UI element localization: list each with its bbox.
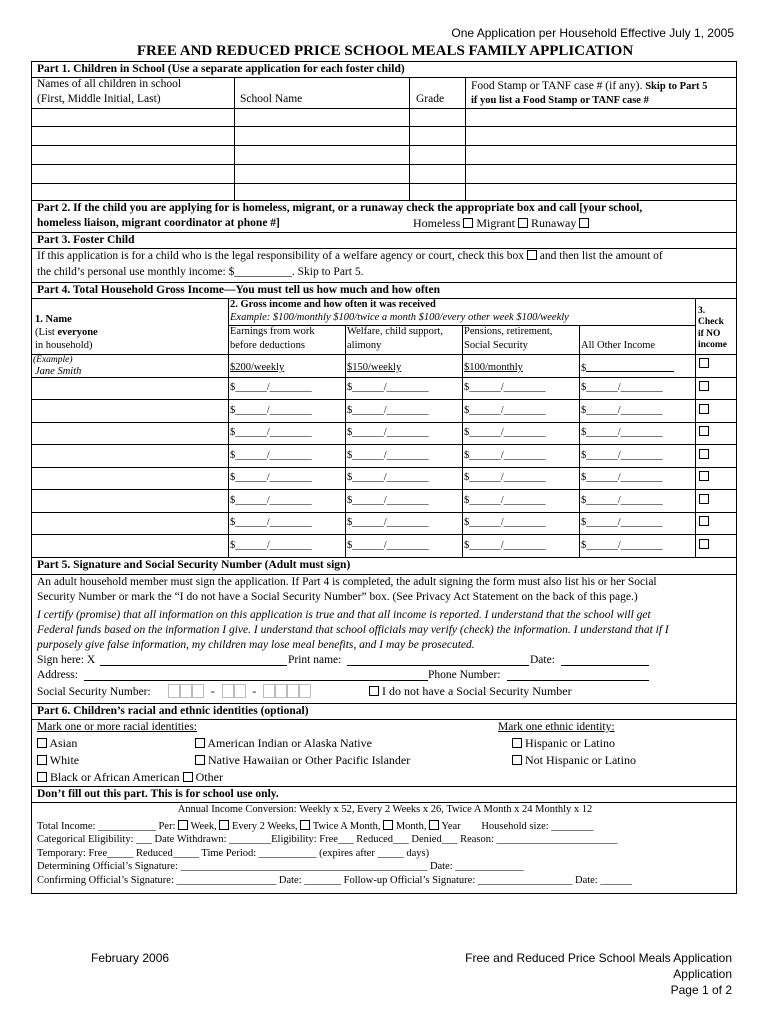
print-name-label: Print name: [288,654,342,666]
per-year-checkbox [429,820,439,830]
no-income-checkbox-3[interactable] [699,426,709,436]
welfare-input-8[interactable]: $______/________ [347,540,429,551]
no-income-checkbox-1[interactable] [699,381,709,391]
part1-col-case-line2: if you list a Food Stamp or TANF case # [471,95,649,106]
address-field[interactable] [84,680,428,681]
part4-col1-line3: in household) [35,340,93,351]
per-twice-month-checkbox [300,820,310,830]
temporary-line: Temporary: Free_____ Reduced_____ Time Period: ___________ (expires after _____ days) [37,848,430,859]
no-income-checkbox-5[interactable] [699,471,709,481]
child-name-input-2[interactable] [32,127,233,144]
effective-date-note: One Application per Household Effective July 1, 2005 [451,26,734,40]
part1-col-names-line2: (First, Middle Initial, Last) [37,93,161,105]
sign-here-label: Sign here: X [37,654,96,666]
ssn-dash-1: - [210,684,215,698]
earnings-input-5[interactable]: $______/________ [230,472,312,483]
asian-checkbox[interactable] [37,738,47,748]
part4-col1-everyone: everyone [57,327,98,338]
col3-line1: 3. [698,306,706,316]
hispanic-checkbox[interactable] [512,738,522,748]
example-other-dollar: $ [581,363,587,374]
other-income-input-1[interactable]: $______/________ [581,382,663,393]
no-income-checkbox-7[interactable] [699,516,709,526]
race-white-option [37,754,79,768]
phone-label: Phone Number: [428,669,501,681]
total-income-line [37,820,593,833]
col-pensions-2: Social Security [464,340,528,351]
household-size-label: Household size: ________ [481,821,594,832]
categorical-eligibility-line: Categorical Eligibility: ___ Date Withdrawn: ________Eligibility: Free___ Reduced___ Denied___ Reason: _______________________ [37,834,618,845]
part4-example-line: Example: $100/monthly $100/twice a month $100/every other week $100/weekly [230,312,569,323]
determining-official-line: Determining Official’s Signature: _______________________________________________ Date: _____________ [37,861,524,872]
no-ssn-option [369,685,572,699]
pension-input-2[interactable]: $______/________ [464,405,546,416]
part1-col-school: School Name [240,93,303,105]
runaway-label: Runaway [531,216,577,230]
hawaiian-label: Native Hawaiian or Other Pacific Islander [208,753,411,767]
certify-line1: I certify (promise) that all information on this application is true and that all income is reported. I understand that the school will get [37,609,651,621]
part5-para-line1: An adult household member must sign the application. If Part 4 is completed, the adult signing the form must also list his or her Social [37,576,657,588]
earnings-input-7[interactable]: $______/________ [230,517,312,528]
signature-field[interactable] [100,665,287,666]
foster-child-checkbox[interactable] [527,250,537,260]
part2-line1: Part 2. If the child you are applying for is homeless, migrant, or a runaway check the appropriate box and call [your school, [37,202,643,214]
ethnic-hispanic-option [512,737,615,751]
migrant-checkbox[interactable] [518,218,528,228]
household-name-input-4[interactable] [32,445,227,466]
date-field[interactable] [561,665,649,666]
child-name-input-1[interactable] [32,109,233,125]
earnings-input-2[interactable]: $______/________ [230,405,312,416]
racial-identities-label: Mark one or more racial identities: [37,721,197,733]
runaway-checkbox[interactable] [579,218,589,228]
welfare-input-1[interactable]: $______/________ [347,382,429,393]
welfare-input-2[interactable]: $______/________ [347,405,429,416]
part1-col-case-text: Food Stamp or TANF case # (if any). [471,80,643,92]
date-label: Date: [530,654,555,666]
col-pensions-1: Pensions, retirement, [464,326,553,337]
part4-col1-list: (List [35,327,58,338]
part4-col1-title: 1. Name [35,314,72,325]
household-name-input-6[interactable] [32,490,227,511]
part1-col-case-line1 [471,80,707,93]
household-name-input-8[interactable] [32,535,227,556]
page-title: FREE AND REDUCED PRICE SCHOOL MEALS FAMILY APPLICATION [136,43,634,59]
asian-label: Asian [49,736,78,750]
confirming-official-line: Confirming Official’s Signature: ___________________ Date: _______ Follow-up Official’s Signature: __________________ Date: ______ [37,875,632,886]
household-name-input-2[interactable] [32,400,227,421]
col3-line4: income [698,340,728,351]
part1-col-names-line1: Names of all children in school [37,78,182,90]
welfare-input-4[interactable]: $______/________ [347,450,429,461]
part5-heading: Part 5. Signature and Social Security Number (Adult must sign) [37,559,351,571]
part1-col-case-skip: Skip to Part 5 [645,81,708,92]
example-other [581,362,674,375]
part1-col-grade: Grade [416,93,445,105]
other-income-input-6[interactable]: $______/________ [581,495,663,506]
white-label: White [49,753,80,767]
black-label: Black or African American [50,770,180,784]
no-income-checkbox-4[interactable] [699,449,709,459]
pension-input-6[interactable]: $______/________ [464,495,546,506]
part3-heading: Part 3. Foster Child [37,234,135,246]
american-indian-label: American Indian or Alaska Native [207,736,372,750]
example-no-income-checkbox [699,358,709,368]
american-indian-checkbox[interactable] [195,738,205,748]
race-black-option [37,771,223,785]
earnings-input-4[interactable]: $______/________ [230,450,312,461]
household-name-input-5[interactable] [32,468,227,488]
other-income-input-3[interactable]: $______/________ [581,427,663,438]
race-american-indian-option [195,737,372,751]
ssn-field[interactable] [168,684,311,699]
race-asian-option [37,737,77,751]
part4-col1-line2 [35,327,98,339]
part4-col2-title: 2. Gross income and how often it was received [230,299,436,310]
pension-input-4[interactable]: $______/________ [464,450,546,461]
no-ssn-checkbox[interactable] [369,686,379,696]
address-label: Address: [37,669,78,681]
earnings-input-1[interactable]: $______/________ [230,382,312,393]
part6-heading: Part 6. Children’s racial and ethnic identities (optional) [37,705,309,717]
per-month-checkbox [383,820,393,830]
pension-input-3[interactable]: $______/________ [464,427,546,438]
welfare-input-7[interactable]: $______/________ [347,517,429,528]
footer-right-block [465,952,732,997]
household-name-input-1[interactable] [32,378,227,398]
total-income-label: Total Income: ___________ Per: [37,821,176,832]
homeless-label: Homeless [413,216,461,230]
example-welfare: $150/weekly [347,362,402,373]
footer-page-number: Page 1 of 2 [670,982,732,997]
household-name-input-3[interactable] [32,423,227,443]
other-income-input-7[interactable]: $______/________ [581,517,663,528]
pension-input-5[interactable]: $______/________ [464,472,546,483]
race-hawaiian-option [195,754,410,768]
part4-heading: Part 4. Total Household Gross Income—You must tell us how much and how often [37,284,440,296]
white-checkbox[interactable] [37,755,47,765]
ssn-label: Social Security Number: [37,686,151,698]
part4-col3-header [698,306,727,352]
part3-text: If this application is for a child who is the legal responsibility of a welfare agency or court, check this box [37,250,525,262]
pension-input-7[interactable]: $______/________ [464,517,546,528]
ethnic-not-hispanic-option [512,754,636,768]
no-income-checkbox-6[interactable] [699,494,709,504]
school-use-heading: Don’t fill out this part. This is for school use only. [37,788,279,800]
per-month-label: Month, [395,821,427,832]
per-every-2-weeks-label: Every 2 Weeks, [231,821,298,832]
no-income-checkbox-2[interactable] [699,404,709,414]
print-name-field[interactable] [347,665,529,666]
per-twice-month-label: Twice A Month, [312,821,381,832]
col-earnings-2: before deductions [230,340,305,351]
black-checkbox[interactable] [37,772,47,782]
welfare-input-6[interactable]: $______/________ [347,495,429,506]
child-name-input-3[interactable] [32,146,233,163]
other-income-input-4[interactable]: $______/________ [581,450,663,461]
example-pension: $100/monthly [464,362,523,373]
part3-line1 [37,250,663,263]
col-welfare-1: Welfare, child support, [347,326,443,337]
other-income-input-2[interactable]: $______/________ [581,405,663,416]
certify-line3: purposely give false information, my children may lose meal benefits, and I may be prosecuted. [37,639,475,651]
phone-field[interactable] [507,680,649,681]
income-conversion-note: Annual Income Conversion: Weekly x 52, Every 2 Weeks x 26, Twice A Month x 24 Monthly x 12 [177,804,593,815]
example-label: (Example) [33,355,73,365]
part2-line2: homeless liaison, migrant coordinator at phone #] [37,217,280,229]
welfare-input-3[interactable]: $______/________ [347,427,429,438]
per-week-checkbox [178,820,188,830]
earnings-input-3[interactable]: $______/________ [230,427,312,438]
example-other-blank [586,362,674,372]
child-name-input-4[interactable] [32,165,233,182]
household-name-input-7[interactable] [32,513,227,533]
pension-input-8[interactable]: $______/________ [464,540,546,551]
col-welfare-2: alimony [347,340,382,351]
not-hispanic-label: Not Hispanic or Latino [525,753,636,767]
example-earnings: $200/weekly [230,362,285,373]
part5-para-line2: Security Number or mark the “I do not have a Social Security Number” box. (See Privacy Act Statement on the back of this page.) [37,591,638,603]
hawaiian-checkbox[interactable] [195,755,205,765]
child-name-input-5[interactable] [32,184,233,199]
no-ssn-label: I do not have a Social Security Number [382,684,572,698]
certify-line2: Federal funds based on the information I give. I understand that school officials may verify (check) the information. I understand that if I [37,624,669,636]
earnings-input-6[interactable]: $______/________ [230,495,312,506]
ethnic-identity-label: Mark one ethnic identity: [498,721,615,733]
footer-form-name: Free and Reduced Price School Meals Application [465,951,732,965]
col-other: All Other Income [581,340,656,351]
col-earnings-1: Earnings from work [230,326,315,337]
part1-heading: Part 1. Children in School (Use a separate application for each foster child) [37,63,405,75]
not-hispanic-checkbox[interactable] [512,755,522,765]
col3-line3: if NO [698,328,721,339]
part2-status-options [413,217,589,231]
example-name: Jane Smith [35,366,82,377]
hispanic-label: Hispanic or Latino [525,736,615,750]
per-week-label: Week, [190,821,217,832]
part3-text-b: and then list the amount of [539,250,663,262]
homeless-checkbox[interactable] [463,218,473,228]
other-income-input-8[interactable]: $______/________ [581,540,663,551]
footer-date: February 2006 [91,951,170,965]
welfare-input-5[interactable]: $______/________ [347,472,429,483]
migrant-label: Migrant [476,216,515,230]
part3-line2: the child’s personal use monthly income: $__________. Skip to Part 5. [37,266,364,278]
other-race-checkbox[interactable] [183,772,193,782]
other-income-input-5[interactable]: $______/________ [581,472,663,483]
earnings-input-8[interactable]: $______/________ [230,540,312,551]
other-race-label: Other [195,770,223,784]
pension-input-1[interactable]: $______/________ [464,382,546,393]
ssn-dash-2: - [252,684,257,698]
per-every-2-weeks-checkbox [219,820,229,830]
no-income-checkbox-8[interactable] [699,539,709,549]
col3-line2: Check [698,317,724,328]
footer-form-type: Application [673,966,732,981]
per-year-label: Year [441,821,461,832]
